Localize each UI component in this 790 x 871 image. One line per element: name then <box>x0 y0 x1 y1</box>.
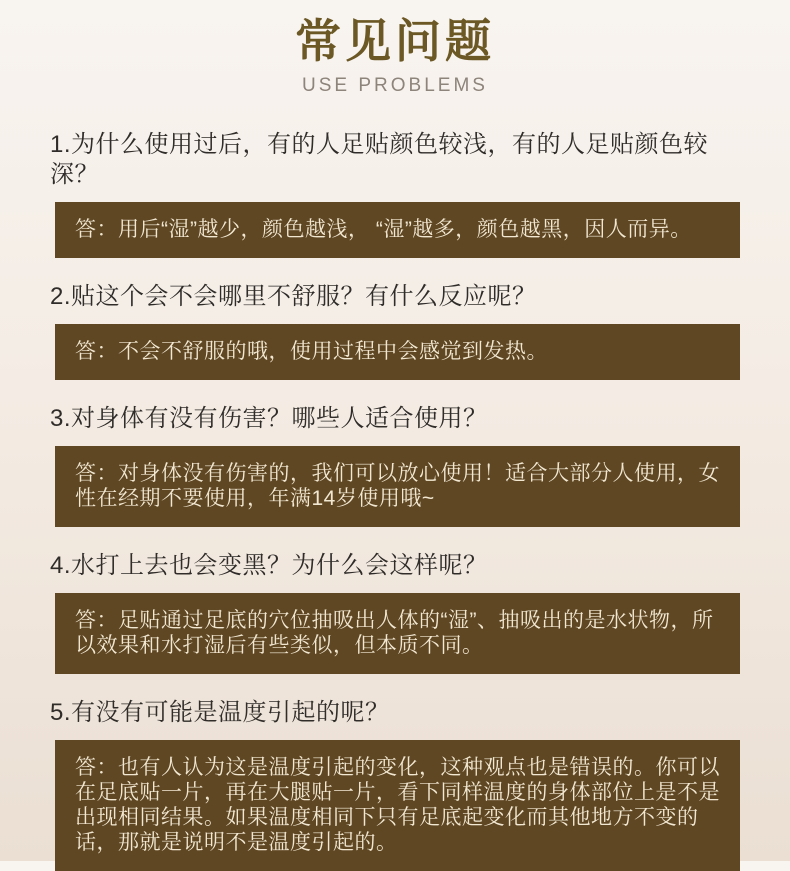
faq-item-5 <box>50 698 740 871</box>
faq-question-1: 1.为什么使用过后，有的人足贴颜色较浅，有的人足贴颜色较深？ <box>50 131 709 188</box>
faq-item-2 <box>50 282 740 380</box>
faq-answer-text-3: 答：对身体没有伤害的，我们可以放心使用！适合大部分人使用，女性在经期不要使用，年满14岁使用哦~ <box>75 462 720 510</box>
faq-answer-box-3 <box>55 446 740 527</box>
faq-question-4: 4.水打上去也会变黑？为什么会这样呢？ <box>50 552 488 579</box>
page-subtitle: USE PROBLEMS <box>302 75 488 96</box>
faq-answer-box-4 <box>55 593 740 674</box>
page-title: 常见问题 <box>295 15 495 67</box>
faq-answer-text-2: 答：不会不舒服的哦，使用过程中会感觉到发热。 <box>75 340 548 363</box>
faq-answer-box-5 <box>55 740 740 871</box>
faq-answer-text-4: 答：足贴通过足底的穴位抽吸出人体的“湿”、抽吸出的是水状物，所以效果和水打湿后有些类似，但本质不同。 <box>75 609 714 657</box>
faq-answer-box-1 <box>55 202 740 258</box>
faq-answer-text-5: 答：也有人认为这是温度引起的变化，这种观点也是错误的。你可以在足底贴一片，再在大腿贴一片，看下同样温度的身体部位上是不是出现相同结果。如果温度相同下只有足底起变化而其他地方不变的话，那就是说明不是温度引起的。 <box>75 756 720 854</box>
faq-item-3 <box>50 404 740 527</box>
faq-question-3: 3.对身体有没有伤害？哪些人适合使用？ <box>50 405 488 432</box>
faq-question-5: 5.有没有可能是温度引起的呢？ <box>50 699 390 726</box>
faq-item-4 <box>50 551 740 674</box>
faq-answer-box-2 <box>55 324 740 380</box>
faq-header <box>50 16 740 96</box>
faq-answer-text-1: 答：用后“湿”越少，颜色越浅， “湿”越多，颜色越黑，因人而异。 <box>75 218 692 241</box>
faq-question-2: 2.贴这个会不会哪里不舒服？有什么反应呢？ <box>50 283 537 310</box>
faq-list <box>50 130 740 871</box>
faq-item-1 <box>50 130 740 258</box>
